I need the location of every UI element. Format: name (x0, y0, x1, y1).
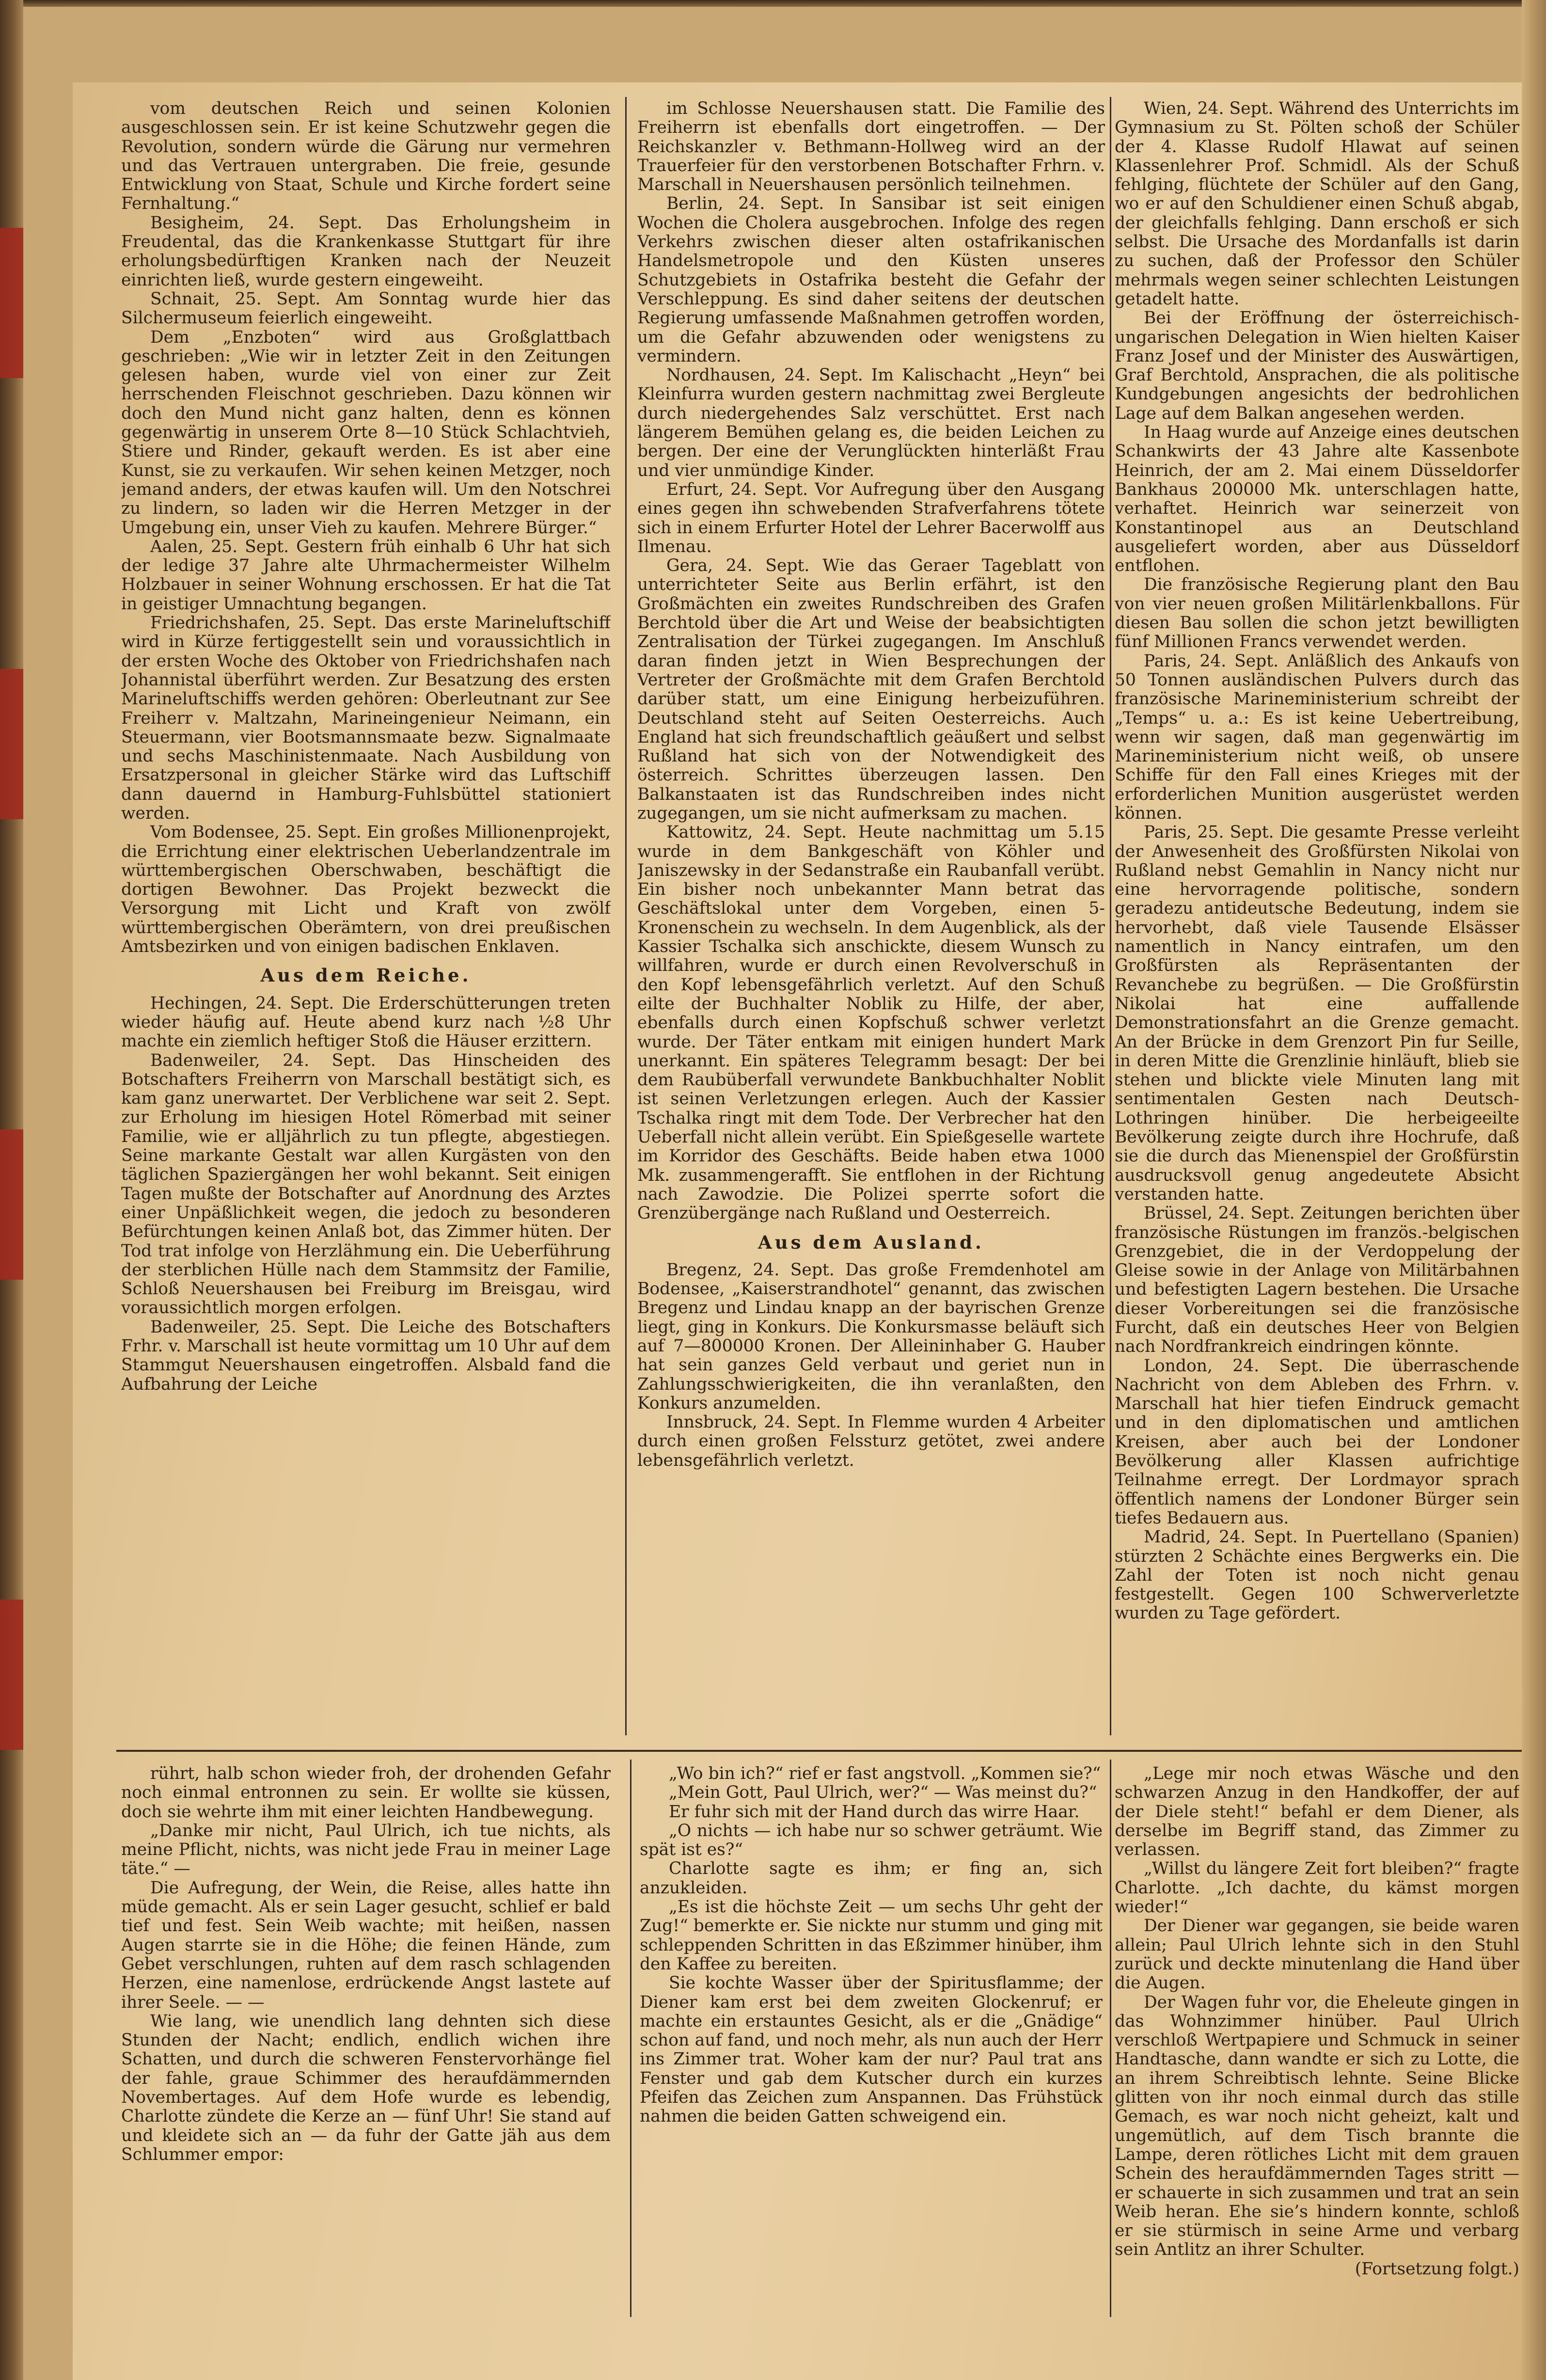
news-column-2 (637, 99, 1105, 1723)
article-paragraph: Er fuhr sich mit der Hand durch das wirre Haar. (669, 1802, 1080, 1822)
article-paragraph: Badenweiler, 24. Sept. Das Hinscheiden des Botschafters Freiherrn von Marschall bestätigt sich, es kam ganz unerwartet. Der Verblichene war seit 2. Sept. zur Erholung im hiesigen Hotel Römerbad mit seiner Familie, wie er alljährlich zu tun pflegte, abgestiegen. Seine markante Gestalt war allen Kurgästen von den täglichen Spaziergängen her wohl bekannt. Seit einigen Tagen mußte der Botschafter auf Anordnung des Arztes einer Unpäßlichkeit wegen, die jedoch zu besonderen Befürchtungen keinen Anlaß bot, das Zimmer hüten. Der Tod trat infolge von Herzlähmung ein. Die Ueberführung der sterblichen Hülle nach dem Stammsitz der Familie, Schloß Neuershausen bei Freiburg im Breisgau, wird voraussichtlich morgen erfolgen. (121, 1050, 611, 1318)
feuilleton-divider (116, 1750, 1522, 1752)
section-heading: Aus dem Reiche. (260, 965, 472, 986)
binding-tab (0, 228, 23, 378)
article-paragraph: Bregenz, 24. Sept. Das große Fremdenhotel am Bodensee, „Kaiserstrandhotel“ genannt, das zwischen Bregenz und Lindau knapp an der bayrischen Grenze liegt, ging in Konkurs. Die Konkursmasse beläuft sich auf 7—800000 Kronen. Der Alleininhaber G. Hauber hat sein ganzes Geld verbaut und geriet nun in Zahlungsschwierigkeiten, die ihn veranlaßten, den Konkurs anzumelden. (637, 1260, 1105, 1413)
news-column-3 (1115, 99, 1519, 1723)
article-paragraph: Friedrichshafen, 25. Sept. Das erste Marineluftschiff wird in Kürze fertiggestellt sein und voraussichtlich in der ersten Woche des Oktober von Friedrichshafen nach Johannistal überführt werden. Zur Besatzung des ersten Marineluftschiffs werden gehören: Oberleutnant zur See Freiherr v. Maltzahn, Marineingenieur Neimann, ein Steuermann, vier Bootsmannsmaate bezw. Signalmaate und sechs Maschinistenmaate. Nach Ausbildung von Ersatzpersonal in gleicher Stärke wird das Luftschiff dann dauernd in Hamburg-Fuhlsbüttel stationiert werden. (121, 613, 611, 823)
news-column-1 (121, 99, 611, 1723)
article-paragraph: Schnait, 25. Sept. Am Sonntag wurde hier das Silchermuseum feierlich eingeweiht. (121, 289, 611, 328)
column-rule (1110, 1760, 1111, 2317)
article-paragraph: Erfurt, 24. Sept. Vor Aufregung über den Ausgang eines gegen ihn schwebenden Strafverfahrens tötete sich in einem Erfurter Hotel der Lehrer Bacerwolff aus Ilmenau. (637, 479, 1105, 556)
article-paragraph: Badenweiler, 25. Sept. Die Leiche des Botschafters Frhr. v. Marschall ist heute vormittag um 10 Uhr auf dem Stammgut Neuershausen eingetroffen. Alsbald fand die Aufbahrung der Leiche (121, 1317, 611, 1394)
article-paragraph: „Willst du längere Zeit fort bleiben?“ fragte Charlotte. „Ich dachte, du kämst morgen wieder!“ (1115, 1859, 1519, 1917)
article-paragraph: Der Diener war gegangen, sie beide waren allein; Paul Ulrich lehnte sich in den Stuhl zurück und deckte minutenlang die Hand über die Augen. (1115, 1916, 1519, 1993)
article-paragraph: London, 24. Sept. Die überraschende Nachricht von dem Ableben des Frhrn. v. Marschall hat hier tiefen Eindruck gemacht und in den diplomatischen und amtlichen Kreisen, aber auch bei der Londoner Bevölkerung aller Klassen aufrichtige Teilnahme erregt. Der Lordmayor sprach öffentlich namens der Londoner Bürger sein tiefes Bedauern aus. (1115, 1356, 1519, 1528)
article-paragraph: Brüssel, 24. Sept. Zeitungen berichten über französische Rüstungen im französ.-belgischen Grenzgebiet, die in der Verdoppelung der Gleise sowie in der Anlage von Militärbahnen und befestigten Lagern bestehen. Die Ursache dieser Vorbereitungen sei die französische Furcht, daß ein deutsches Heer von Belgien nach Nordfrankreich eindringen könnte. (1115, 1204, 1519, 1357)
article-paragraph: vom deutschen Reich und seinen Kolonien ausgeschlossen sein. Er ist keine Schutzwehr gegen die Revolution, sondern würde die Gärung nur vermehren und das Vertrauen untergraben. Die freie, gesunde Entwicklung von Staat, Schule und Kirche fordert seine Fernhaltung.“ (121, 99, 611, 214)
article-paragraph: Gera, 24. Sept. Wie das Geraer Tageblatt von unterrichteter Seite aus Berlin erfährt, ist den Großmächten ein zweites Rundschreiben des Grafen Berchtold über die Art und Weise der beabsichtigten Zentralisation der Türkei zugegangen. Im Anschluß daran finden jetzt in Wien Besprechungen der Vertreter der Großmächte mit dem Grafen Berchtold darüber statt, um eine Einigung herbeizuführen. Deutschland steht auf Seiten Oesterreichs. Auch England hat sich freundschaftlich geäußert und selbst Rußland hat sich von der Notwendigkeit des österreich. Schrittes überzeugen lassen. Den Balkanstaaten ist das Rundschreiben indes nicht zugegangen, um sie nicht aufmerksam zu machen. (637, 556, 1105, 823)
feuilleton-column-3 (1115, 1764, 1519, 2312)
article-paragraph: Besigheim, 24. Sept. Das Erholungsheim in Freudental, das die Krankenkasse Stuttgart für ihre erholungsbedürftigen Kranken nach der Neuzeit einrichten ließ, wurde gestern eingeweiht. (121, 213, 611, 290)
article-paragraph: Die französische Regierung plant den Bau von vier neuen großen Militärlenkballons. Für diesen Bau sollen die schon jetzt bewilligten fünf Millionen Francs verwendet werden. (1115, 575, 1519, 652)
article-paragraph: In Haag wurde auf Anzeige eines deutschen Schankwirts der 43 Jahre alte Kassenbote Heinrich, der am 2. Mai einem Düsseldorfer Bankhaus 200000 Mk. unterschlagen hatte, verhaftet. Heinrich war seinerzeit von Konstantinopel aus an Deutschland ausgeliefert worden, aber aus Düsseldorf entflohen. (1115, 423, 1519, 576)
article-paragraph: Nordhausen, 24. Sept. Im Kalischacht „Heyn“ bei Kleinfurra wurden gestern nachmittag zwei Bergleute durch niedergehendes Salz verschüttet. Erst nach längerem Bemühen gelang es, die beiden Leichen zu bergen. Der eine der Verunglückten hinterläßt Frau und vier unmündige Kinder. (637, 365, 1105, 480)
feuilleton-column-2 (640, 1764, 1103, 2312)
article-paragraph: Vom Bodensee, 25. Sept. Ein großes Millionenprojekt, die Errichtung einer elektrischen Ueberlandzentrale im württembergischen Oberschwaben, beschäftigt die dortigen Bewohner. Das Projekt bezweckt die Versorgung mit Licht und Kraft von zwölf württembergischen Oberämtern, von drei preußischen Amtsbezirken und von einigen badischen Enklaven. (121, 823, 611, 957)
article-paragraph: Wie lang, wie unendlich lang dehnten sich diese Stunden der Nacht; endlich, endlich wichen ihre Schatten, und durch die schweren Fenstervorhänge fiel der fahle, graue Schimmer des heraufdämmernden Novembertages. Auf dem Hofe wurde es lebendig, Charlotte zündete die Kerze an — fünf Uhr! Sie stand auf und kleidete sich an — da fuhr der Gatte jäh aus dem Schlummer empor: (121, 2011, 611, 2164)
article-paragraph: Bei der Eröffnung der österreichisch-ungarischen Delegation in Wien hielten Kaiser Franz Josef und der Minister des Auswärtigen, Graf Berchtold, Ansprachen, die als politische Kundgebungen angesichts der bedrohlichen Lage auf dem Balkan angesehen werden. (1115, 308, 1519, 423)
article-paragraph: Die Aufregung, der Wein, die Reise, alles hatte ihn müde gemacht. Als er sein Lager gesucht, schlief er bald tief und fest. Sein Weib wachte; mit heißen, nassen Augen starrte sie in die Höhe; die feinen Hände, zum Gebet verschlungen, ruhten auf dem rasch schlagenden Herzen, eine namenlose, erdrückende Angst lastete auf ihrer Seele. — — (121, 1878, 611, 2012)
article-paragraph: rührt, halb schon wieder froh, der drohenden Gefahr noch einmal entronnen zu sein. Er wollte sie küssen, doch sie wehrte ihm mit einer leichten Handbewegung. (121, 1764, 611, 1822)
article-paragraph: Sie kochte Wasser über der Spiritusflamme; der Diener kam erst bei dem zweiten Glockenruf; er machte ein erstauntes Gesicht, als er die „Gnädige“ schon auf fand, und noch mehr, als nun auch der Herr ins Zimmer trat. Woher kam der nur? Paul trat ans Fenster und gab dem Kutscher durch ein kurzes Pfeifen das Zeichen zum Anspannen. Das Frühstück nahmen die beiden Gatten schweigend ein. (640, 1973, 1103, 2126)
continuation-note: (Fortsetzung folgt.) (1355, 2259, 1519, 2279)
binding-tab (0, 1600, 23, 1750)
column-rule (630, 1760, 631, 2317)
article-paragraph: „Danke mir nicht, Paul Ulrich, ich tue nichts, als meine Pflicht, nichts, was nicht jede Frau in meiner Lage täte.“ — (121, 1821, 611, 1879)
article-paragraph: Hechingen, 24. Sept. Die Erderschütterungen treten wieder häufig auf. Heute abend kurz nach ½8 Uhr machte ein ziemlich heftiger Stoß die Häuser erzittern. (121, 993, 611, 1051)
article-paragraph: „Mein Gott, Paul Ulrich, wer?“ — Was meinst du?“ (669, 1783, 1097, 1803)
binding-tab (0, 1129, 23, 1280)
binding-tab (0, 669, 23, 819)
article-paragraph: Paris, 24. Sept. Anläßlich des Ankaufs von 50 Tonnen ausländischen Pulvers durch das französische Marineministerium schreibt der „Temps“ u. a.: Es ist keine Uebertreibung, wenn wir sagen, daß man gegenwärtig im Marineministerium nicht weiß, ob unsere Schiffe für den Fall eines Krieges mit der erforderlichen Munition ausgerüstet werden können. (1115, 651, 1519, 823)
column-rule (1110, 97, 1111, 1735)
article-paragraph: Innsbruck, 24. Sept. In Flemme wurden 4 Arbeiter durch einen großen Felssturz getötet, zwei andere lebensgefährlich verletzt. (637, 1412, 1105, 1470)
article-paragraph: „Lege mir noch etwas Wäsche und den schwarzen Anzug in den Handkoffer, der auf der Diele steht!“ befahl er dem Diener, als derselbe im Begriff stand, das Zimmer zu verlassen. (1115, 1764, 1519, 1860)
article-paragraph: „Wo bin ich?“ rief er fast angstvoll. „Kommen sie?“ (669, 1764, 1101, 1783)
page-top-edge (23, 0, 1546, 7)
article-paragraph: Paris, 25. Sept. Die gesamte Presse verleiht der Anwesenheit des Großfürsten Nikolai von Rußland nebst Gemahlin in Nancy nicht nur eine hervorragende politische, sondern geradezu antideutsche Bedeutung, indem sie hervorhebt, daß viele Tausende Elsässer namentlich in Nancy eintrafen, um den Großfürsten als Repräsentanten der Revanchebe zu begrüßen. — Die Großfürstin Nikolai hat eine auffallende Demonstrationsfahrt an die Grenze gemacht. An der Brücke in dem Grenzort Pin fur Seille, in deren Mitte die Grenzlinie hinläuft, blieb sie stehen und blickte viele Minuten lang mit sentimentalen Gesten nach Deutsch-Lothringen hinüber. Die herbeigeeilte Bevölkerung zeigte durch ihre Hochrufe, daß sie die durch das Mienenspiel der Großfürstin ausdrucksvoll genug angedeutete Absicht verstanden hatte. (1115, 823, 1519, 1204)
column-rule (625, 97, 627, 1735)
section-heading: Aus dem Ausland. (758, 1231, 984, 1253)
article-paragraph: „O nichts — ich habe nur so schwer geträumt. Wie spät ist es?“ (640, 1821, 1103, 1860)
article-paragraph: „Es ist die höchste Zeit — um sechs Uhr geht der Zug!“ bemerkte er. Sie nickte nur stumm und ging mit schleppenden Schritten in das Eßzimmer hinüber, ihm den Kaffee zu bereiten. (640, 1897, 1103, 1974)
feuilleton-column-1 (121, 1764, 611, 2312)
article-paragraph: Charlotte sagte es ihm; er fing an, sich anzukleiden. (640, 1859, 1103, 1898)
article-paragraph: Madrid, 24. Sept. In Puertellano (Spanien) stürzten 2 Schächte eines Bergwerks ein. Die Zahl der Toten ist noch nicht genau festgestellt. Gegen 100 Schwerverletzte wurden zu Tage gefördert. (1115, 1527, 1519, 1623)
article-paragraph: Dem „Enzboten“ wird aus Großglattbach geschrieben: „Wie wir in letzter Zeit in den Zeitungen gelesen haben, wurde viel von einer zur Zeit herrschenden Fleischnot geschrieben. Dazu können wir doch den Mund nicht ganz halten, denn es können gegenwärtig in unserem Orte 8—10 Stück Schlachtvieh, Stiere und Rinder, gekauft werden. Es ist aber eine Kunst, sie zu verkaufen. Wir sehen keinen Metzger, noch jemand anders, der etwas kaufen will. Um den Notschrei zu lindern, so laden wir die Herren Metzger in der Umgebung ein, unser Vieh zu kaufen. Mehrere Bürger.“ (121, 327, 611, 538)
article-paragraph: Berlin, 24. Sept. In Sansibar ist seit einigen Wochen die Cholera ausgebrochen. Infolge des regen Verkehrs zwischen dieser alten ostafrikanischen Handelsmetropole und den Küsten unseres Schutzgebiets in Ostafrika besteht die Gefahr der Verschleppung. Es sind daher seitens der deutschen Regierung umfassende Maßnahmen getroffen worden, um die Gefahr abzuwenden oder wenigstens zu vermindern. (637, 194, 1105, 366)
page-right-edge (1522, 0, 1546, 2380)
article-paragraph: Kattowitz, 24. Sept. Heute nachmittag um 5.15 wurde in dem Bankgeschäft von Köhler und Janiszewsky in der Sedanstraße ein Raubanfall verübt. Ein bisher noch unbekannter Mann betrat das Geschäftslokal unter dem Vorgeben, einen 5-Kronenschein zu wechseln. In dem Augenblick, als der Kassier Tschalka sich anschickte, diesem Wunsch zu willfahren, wurde er durch einen Revolverschuß in den Kopf lebensgefährlich verletzt. Auf den Schuß eilte der Buchhalter Noblik zu Hilfe, der aber, ebenfalls durch einen Kopfschuß schwer verletzt wurde. Der Täter entkam mit einigen hundert Mark unerkannt. Ein späteres Telegramm besagt: Der bei dem Raubüberfall verwundete Bankbuchhalter Noblit ist seinen Verletzungen erlegen. Auch der Kassier Tschalka ringt mit dem Tode. Der Verbrecher hat den Ueberfall nicht allein verübt. Ein Spießgeselle wartete im Korridor des Geschäfts. Beide haben etwa 1000 Mk. zusammengerafft. Sie entflohen in der Richtung nach Zawodzie. Die Polizei sperrte sofort die Grenzübergänge nach Rußland und Oesterreich. (637, 823, 1105, 1223)
article-paragraph: im Schlosse Neuershausen statt. Die Familie des Freiherrn ist ebenfalls dort eingetroffen. — Der Reichskanzler v. Bethmann-Hollweg wird an der Trauerfeier für den verstorbenen Botschafter Frhrn. v. Marschall in Neuershausen persönlich teilnehmen. (637, 99, 1105, 195)
article-paragraph: Der Wagen fuhr vor, die Eheleute gingen in das Wohnzimmer hinüber. Paul Ulrich verschloß Wertpapiere und Schmuck in seiner Handtasche, dann wandte er sich zu Lotte, die an ihrem Schreibtisch lehnte. Seine Blicke glitten von ihr noch einmal durch das stille Gemach, es war noch nicht geheizt, kalt und ungemütlich, auf dem Tisch brannte die Lampe, deren rötliches Licht mit dem grauen Schein des heraufdämmernden Tages stritt — er schauerte in sich zusammen und trat an sein Weib heran. Ehe sie’s hindern konnte, schloß er sie stürmisch in seine Arme und verbarg sein Antlitz an ihrer Schulter. (1115, 1992, 1519, 2260)
article-paragraph: Wien, 24. Sept. Während des Unterrichts im Gymnasium zu St. Pölten schoß der Schüler der 4. Klasse Rudolf Hlawat auf seinen Klassenlehrer Prof. Schmidl. Als der Schuß fehlging, flüchtete der Schüler auf den Gang, wo er auf den Schuldiener einen Schuß abgab, der gleichfalls fehlging. Dann erschoß er sich selbst. Die Ursache des Mordanfalls ist darin zu suchen, daß der Professor den Schüler mehrmals wegen seiner schlechten Leistungen getadelt hatte. (1115, 99, 1519, 309)
article-paragraph: Aalen, 25. Sept. Gestern früh einhalb 6 Uhr hat sich der ledige 37 Jahre alte Uhrmachermeister Wilhelm Holzbauer in seiner Wohnung erschossen. Er hat die Tat in geistiger Umnachtung begangen. (121, 537, 611, 614)
